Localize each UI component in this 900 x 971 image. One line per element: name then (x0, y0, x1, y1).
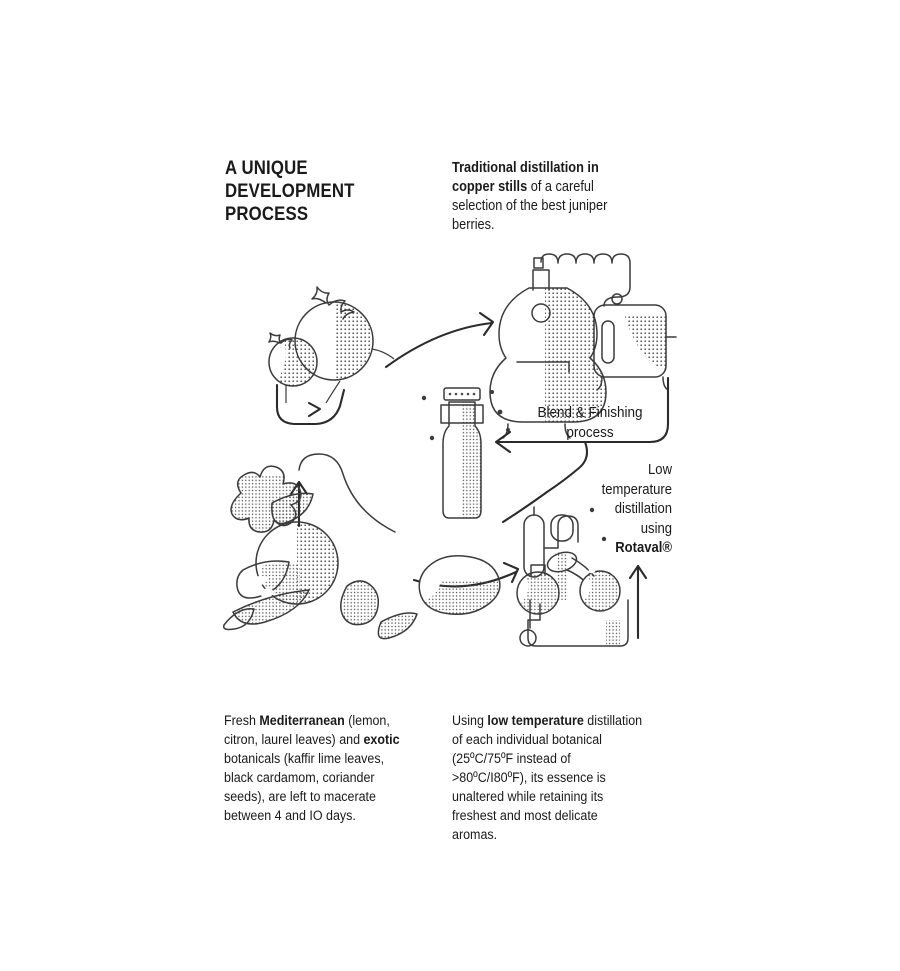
blend-label-line-1: Blend & Finishing (537, 404, 643, 421)
footer-right-seg-3: distillation of each individual botanical (25ºC/75ºF instead of >80ºC/I80ºF), its essence is unaltered while retaining its freshest and most delicate aromas. (452, 713, 643, 843)
blend-label-line-2: process (566, 424, 614, 441)
page-title (225, 157, 410, 226)
juniper-berries-illustration (269, 287, 394, 403)
page-title-line-1: A UNIQUE DEVELOPMENT (225, 157, 355, 202)
intro-paragraph (452, 159, 641, 235)
footer-right-bold-low-temperature: low temperature (487, 713, 584, 729)
rotaval-label-line-3: distillation (614, 501, 672, 517)
rotaval-label-line-2: temperature (601, 481, 672, 498)
footer-left-bold-mediterranean: Mediterranean (259, 713, 345, 729)
page-title-line-2: PROCESS (225, 203, 309, 225)
rotaval-label-line-1: Low (648, 462, 672, 478)
intro-rest: of a careful selection of the best juniper berries. (452, 179, 608, 233)
footer-left-seg-3: (lemon, citron, laurel leaves) and (224, 713, 390, 748)
gin-bottle-illustration (0, 0, 510, 522)
footer-left-seg-1: Fresh (224, 713, 260, 729)
footer-left-seg-5: botanicals (kaffir lime leaves, black cardamom, coriander seeds), are left to macerate between 4 and IO days. (224, 751, 385, 824)
footer-paragraph-low-temperature (452, 712, 646, 845)
condenser-tank-illustration (594, 305, 679, 390)
footer-left-bold-exotic: exotic (363, 732, 400, 748)
intro-bold-lead: Traditional distillation in copper stills (452, 160, 599, 195)
rotaval-distillation-label (564, 461, 672, 559)
footer-paragraph-maceration (224, 712, 414, 826)
blend-finishing-label (514, 403, 667, 443)
rotaval-label-line-4: using (640, 520, 672, 537)
arrow-berries-to-still (386, 313, 493, 367)
rotaval-brand-name: Rotaval® (615, 540, 672, 556)
footer-right-seg-1: Using (452, 713, 488, 729)
arrow-rotaval-up (630, 566, 646, 638)
